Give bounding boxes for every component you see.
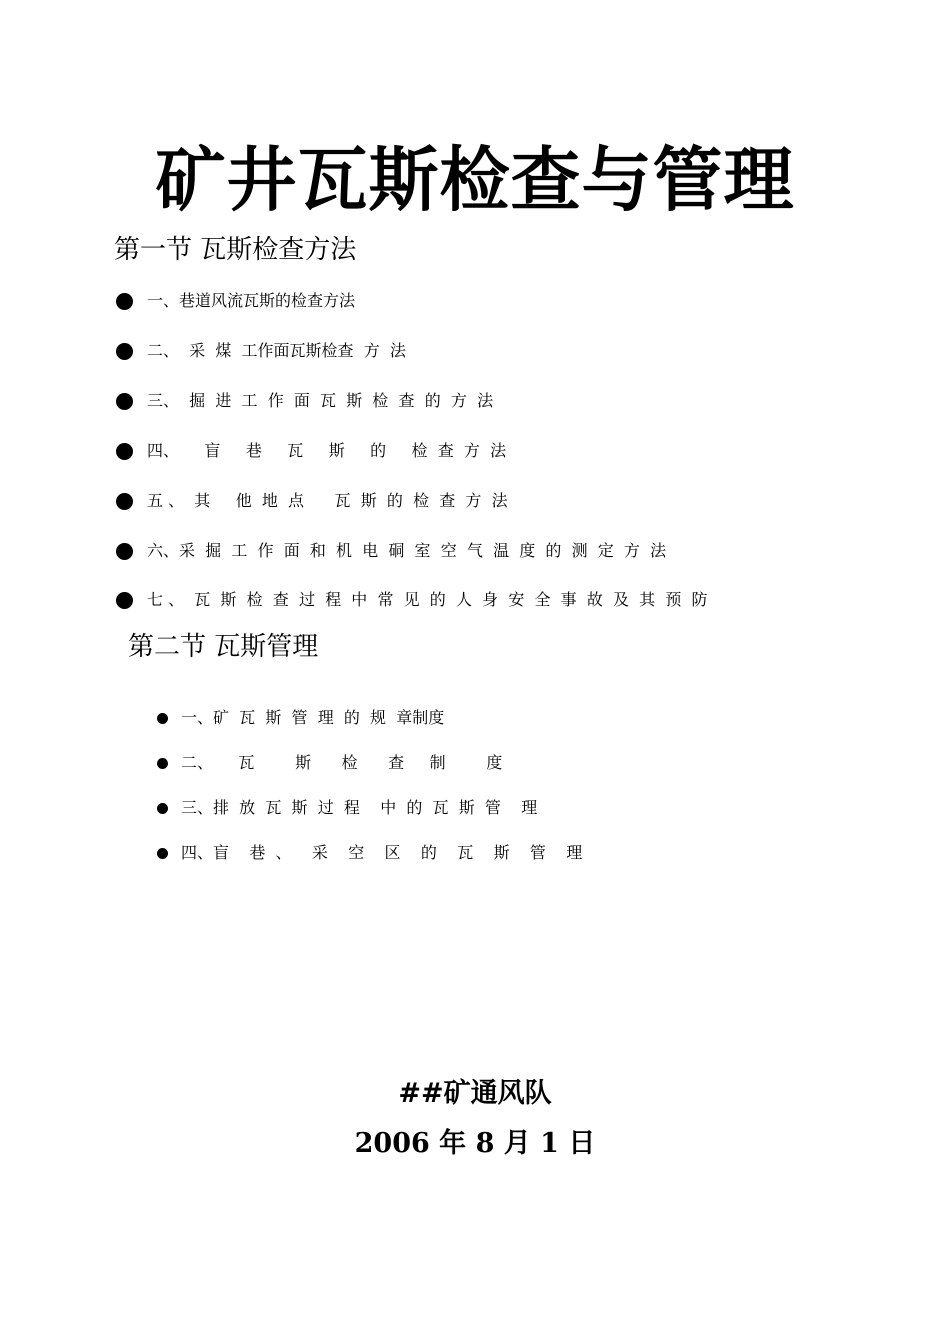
- bullet-icon: [116, 592, 133, 609]
- document-date: 2006 年 8 月 1 日: [354, 1128, 596, 1159]
- list-item-label: 一、矿 瓦 斯 管 理 的 规 章制度: [181, 708, 445, 727]
- bullet-icon: [157, 848, 168, 859]
- list-item: [157, 706, 444, 730]
- bullet-icon: [116, 393, 133, 410]
- bullet-icon: [116, 293, 133, 310]
- list-item-label: 四、 盲 巷 瓦 斯 的 检 查 方 法: [147, 441, 507, 460]
- list-item-label: 三、 掘 进 工 作 面 瓦 斯 检 查 的 方 法: [147, 391, 494, 410]
- list-item: [116, 339, 406, 363]
- list-item: [116, 289, 355, 313]
- bullet-icon: [157, 713, 168, 724]
- list-item-label: 三、排 放 瓦 斯 过 程 中 的 瓦 斯 管 理: [181, 798, 538, 817]
- list-item-label: 五 、 其 他 地 点 瓦 斯 的 检 查 方 法: [147, 491, 508, 510]
- organization-name: ##矿通风队: [398, 1078, 552, 1109]
- document-title: 矿井瓦斯检查与管理: [155, 138, 795, 221]
- list-item: [157, 841, 582, 865]
- bullet-icon: [116, 343, 133, 360]
- list-item: [157, 796, 537, 820]
- bullet-icon: [116, 493, 133, 510]
- list-item-label: 四、盲 巷 、 采 空 区 的 瓦 斯 管 理: [181, 843, 583, 862]
- list-item: [116, 489, 508, 513]
- list-item: [157, 751, 502, 775]
- bullet-icon: [157, 758, 168, 769]
- list-item: [116, 439, 506, 463]
- bullet-icon: [157, 803, 168, 814]
- section-heading-1: 第一节 瓦斯检查方法: [114, 235, 357, 265]
- list-item: [116, 539, 666, 563]
- list-item-label: 二、 瓦 斯 检 查 制 度: [181, 753, 503, 772]
- list-item: [116, 389, 493, 413]
- section-heading-2: 第二节 瓦斯管理: [128, 632, 319, 662]
- bullet-icon: [116, 443, 133, 460]
- list-item: [116, 588, 708, 612]
- list-item-label: 二、 采 煤 工作面瓦斯检查 方 法: [147, 341, 406, 360]
- list-item-label: 七 、 瓦 斯 检 查 过 程 中 常 见 的 人 身 安 全 事 故 及 其 预 防: [147, 590, 708, 609]
- bullet-icon: [116, 543, 133, 560]
- list-item-label: 六、采 掘 工 作 面 和 机 电 硐 室 空 气 温 度 的 测 定 方 法: [147, 541, 667, 560]
- list-item-label: 一、巷道风流瓦斯的检查方法: [147, 291, 356, 310]
